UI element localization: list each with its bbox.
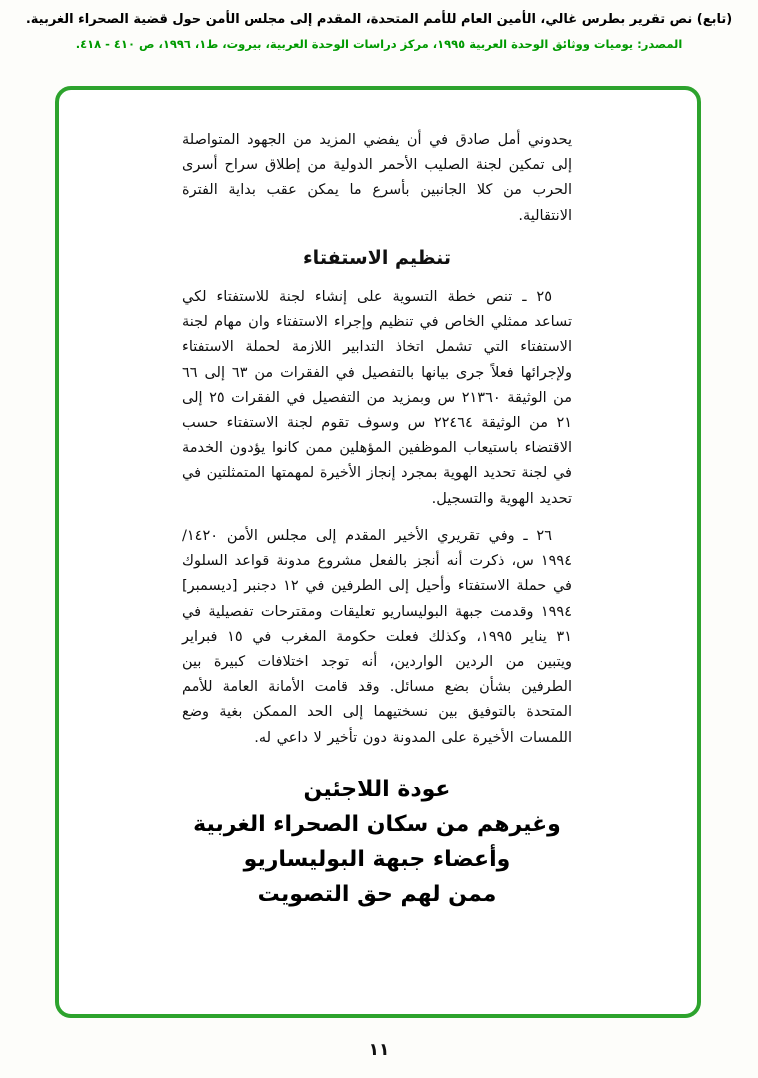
- document-body: [182, 128, 572, 913]
- page-header: [0, 12, 758, 51]
- intro-paragraph: يحدوني أمل صادق في أن يفضي المزيد من الجهود المتواصلة إلى تمكين لجنة الصليب الأحمر الدولية من إطلاق سراح أسرى الحرب من كلا الجانبين بأسرع ما يمكن عقب بداية الفترة الانتقالية.: [182, 132, 572, 224]
- green-border-frame: [55, 86, 701, 1018]
- closing-heading-line-4: ممن لهم حق التصويت: [257, 881, 497, 907]
- document-title: (تابع) نص تقرير بطرس غالي، الأمين العام للأمم المتحدة، المقدم إلى مجلس الأمن حول قضية الصحراء الغربية.: [25, 12, 733, 27]
- closing-heading-line-2: وغيرهم من سكان الصحراء الغربية: [193, 811, 561, 837]
- closing-heading: [182, 773, 572, 911]
- document-source-line: المصدر: يوميات ووثائق الوحدة العربية ١٩٩٥، مركز دراسات الوحدة العربية، بيروت، ط١، ١٩٩٦، ص ٤١٠ - ٤١٨.: [75, 37, 683, 51]
- section-heading-referendum: تنظيم الاستفتاء: [302, 246, 452, 269]
- closing-heading-line-1: عودة اللاجئين: [303, 776, 451, 802]
- paragraph-25: ٢٥ ـ تنص خطة التسوية على إنشاء لجنة للاستفتاء لكي تساعد ممثلي الخاص في تنظيم وإجراء الاستفتاء وان مهام لجنة الاستفتاء التي تشمل اتخاذ التدابير اللازمة لحملة الاستفتاء ولإجرائها فعلاً جرى بيانها بالتفصيل في الفقرات من ٦٣ إلى ٦٦ من الوثيقة ٢١٣٦٠ س وبمزيد من التفصيل في الفقرات ٢٥ إلى ٢١ من الوثيقة ٢٢٤٦٤ س وسوف تقوم لجنة الاستفتاء حسب الاقتضاء باستيعاب الموظفين المؤهلين ممن كانوا يؤدون الخدمة في لجنة تحديد الهوية بمجرد إنجاز الأخيرة لمهمتها المتمثلتين في تحديد الهوية والتسجيل.: [182, 288, 573, 507]
- closing-heading-line-3: وأعضاء جبهة البوليساريو: [243, 846, 511, 872]
- page-number: ١١: [368, 1040, 390, 1060]
- paragraph-26: ٢٦ ـ وفي تقريري الأخير المقدم إلى مجلس الأمن ١٤٢٠/ ١٩٩٤ س، ذكرت أنه أنجز بالفعل مشروع مدونة قواعد السلوك في حملة الاستفتاء وأحيل إلى الطرفين في ١٢ دجنبر [ديسمبر] ١٩٩٤ وقدمت جبهة البوليساريو تعليقات ومقترحات تفصيلية في ٣١ يناير ١٩٩٥، وكذلك فعلت حكومة المغرب في ١٥ فبراير ويتبين من الردين الواردين، أنه توجد اختلافات كبيرة بين الطرفين بشأن بضع مسائل. وقد قامت الأمانة العامة للأمم المتحدة بالتوفيق بين نسختيهما إلى الحد الممكن بغية وضع اللمسات الأخيرة على المدونة دون تأخير لا داعي له.: [182, 527, 572, 746]
